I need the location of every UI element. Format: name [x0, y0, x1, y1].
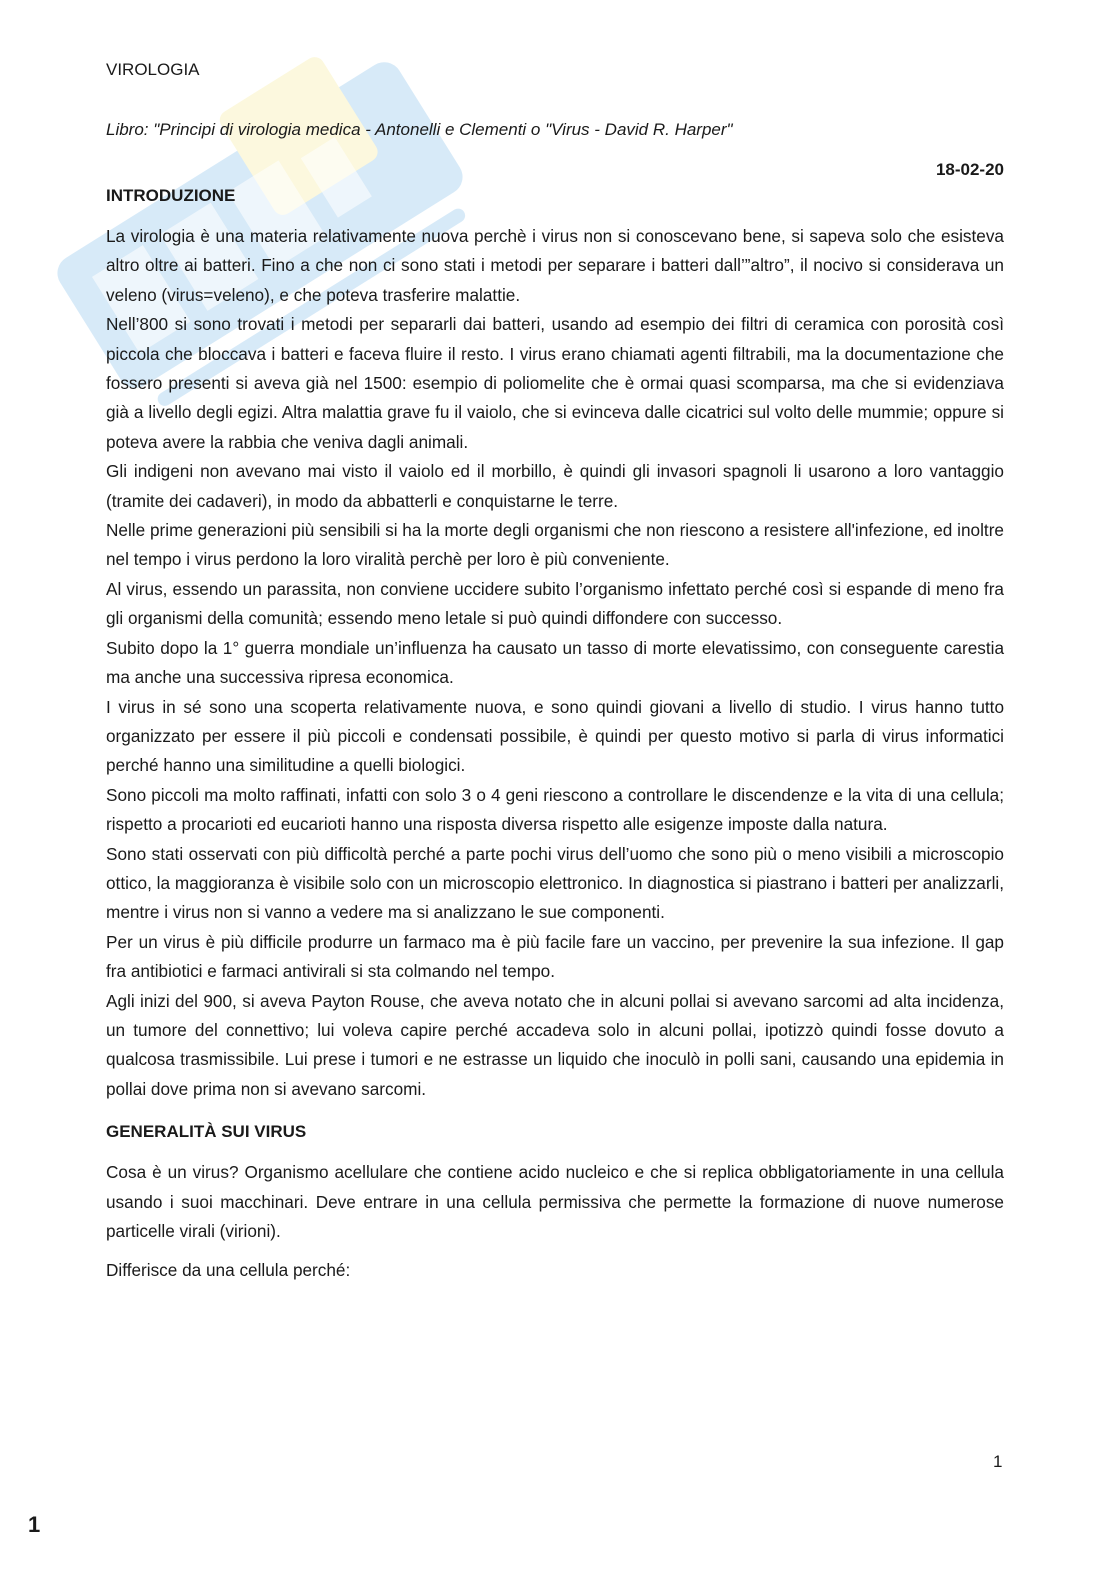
- paragraph: Sono piccoli ma molto raffinati, infatti con solo 3 o 4 geni riescono a controllare le discendenze e la vita di una cellula; rispetto a procarioti ed eucarioti hanno una risposta diversa rispetto alle esigenze imposte dalla natura.: [106, 784, 1004, 835]
- paragraph: Agli inizi del 900, si aveva Payton Rouse, che aveva notato che in alcuni pollai si avevano sarcomi ad alta incidenza, un tumore del connettivo; lui voleva capire perché accadeva solo in alcuni pollai, ipotizzò quindi fosse dovuto a qualcosa trasmissibile. Lui prese i tumori e ne estrasse un liquido che inoculò in polli sani, causando una epidemia in pollai dove prima non si avevano sarcomi.: [106, 990, 1004, 1099]
- paragraph: Nell’800 si sono trovati i metodi per separarli dai batteri, usando ad esempio dei filtri di ceramica con porosità così piccola che bloccava i batteri e faceva fluire il resto. I virus erano chiamati agenti filtrabili, ma la documentazione che fossero presenti si aveva già nel 1500: esempio di poliomelite che è ormai quasi scomparsa, ma che si evidenziava già a livello degli egizi. Altra malattia grave fu il vaiolo, che si evinceva dalle cicatrici sul volto delle mummie; oppure si poteva avere la rabbia che veniva dagli animali.: [106, 314, 1004, 452]
- document-page: [106, 60, 1004, 1286]
- paragraph: Nelle prime generazioni più sensibili si ha la morte degli organismi che non riescono a resistere all'infezione, ed inoltre nel tempo i virus perdono la loro viralità perchè per loro è più conveniente.: [106, 520, 1004, 570]
- sheet-number: 1: [28, 1512, 41, 1537]
- paragraph: Differisce da una cellula perché:: [106, 1260, 351, 1281]
- book-reference: Libro: "Principi di virologia medica - Antonelli e Clementi o "Virus - David R. Harper": [106, 120, 733, 139]
- paragraph: Subito dopo la 1° guerra mondiale un’influenza ha causato un tasso di morte elevatissimo, con conseguente carestia ma anche una successiva ripresa economica.: [106, 637, 1004, 688]
- paragraph: La virologia è una materia relativamente nuova perchè i virus non si conoscevano bene, si sapeva solo che esisteva altro oltre ai batteri. Fino a che non ci sono stati i metodi per separare i batteri dall’”altro”, il nocivo si considerava un veleno (virus=veleno), e che poteva trasferire malattie.: [106, 226, 1004, 305]
- paragraph: Al virus, essendo un parassita, non conviene uccidere subito l’organismo infettato perché così si espande di meno fra gli organismi della comunità; essendo meno letale si può quindi diffondere con successo.: [106, 578, 1004, 629]
- section-heading-generalita: GENERALITÀ SUI VIRUS: [106, 1122, 307, 1142]
- paragraph: Gli indigeni non avevano mai visto il vaiolo ed il morbillo, è quindi gli invasori spagnoli li usarono a loro vantaggio (tramite dei cadaveri), in modo da abbatterli e conquistarne le terre.: [106, 461, 1004, 511]
- document-title: VIROLOGIA: [106, 60, 200, 79]
- paragraph: Per un virus è più difficile produrre un farmaco ma è più facile fare un vaccino, per prevenire la sua infezione. Il gap fra antibiotici e farmaci antivirali si sta colmando nel tempo.: [106, 931, 1004, 982]
- paragraph: Sono stati osservati con più difficoltà perché a parte pochi virus dell’uomo che sono più o meno visibili a microscopio ottico, la maggioranza è visibile solo con un microscopio elettronico. In diagnostica si piastrano i batteri per analizzarli, mentre i virus non si vanno a vedere ma si analizzano le sue componenti.: [106, 843, 1004, 923]
- section-heading-introduzione: INTRODUZIONE: [106, 186, 236, 205]
- paragraph: I virus in sé sono una scoperta relativamente nuova, e sono quindi giovani a livello di studio. I virus hanno tutto organizzato per essere il più piccoli e condensati possibile, è quindi per questo motivo si parla di virus informatici perché hanno una similitudine a quelli biologici.: [106, 696, 1004, 776]
- lecture-date: 18-02-20: [935, 160, 1004, 179]
- page-number: 1: [993, 1452, 1003, 1471]
- paragraph: Cosa è un virus? Organismo acellulare che contiene acido nucleico e che si replica obbligatoriamente in una cellula usando i suoi macchinari. Deve entrare in una cellula permissiva che permette la formazione di nuove numerose particelle virali (virioni).: [106, 1162, 1004, 1241]
